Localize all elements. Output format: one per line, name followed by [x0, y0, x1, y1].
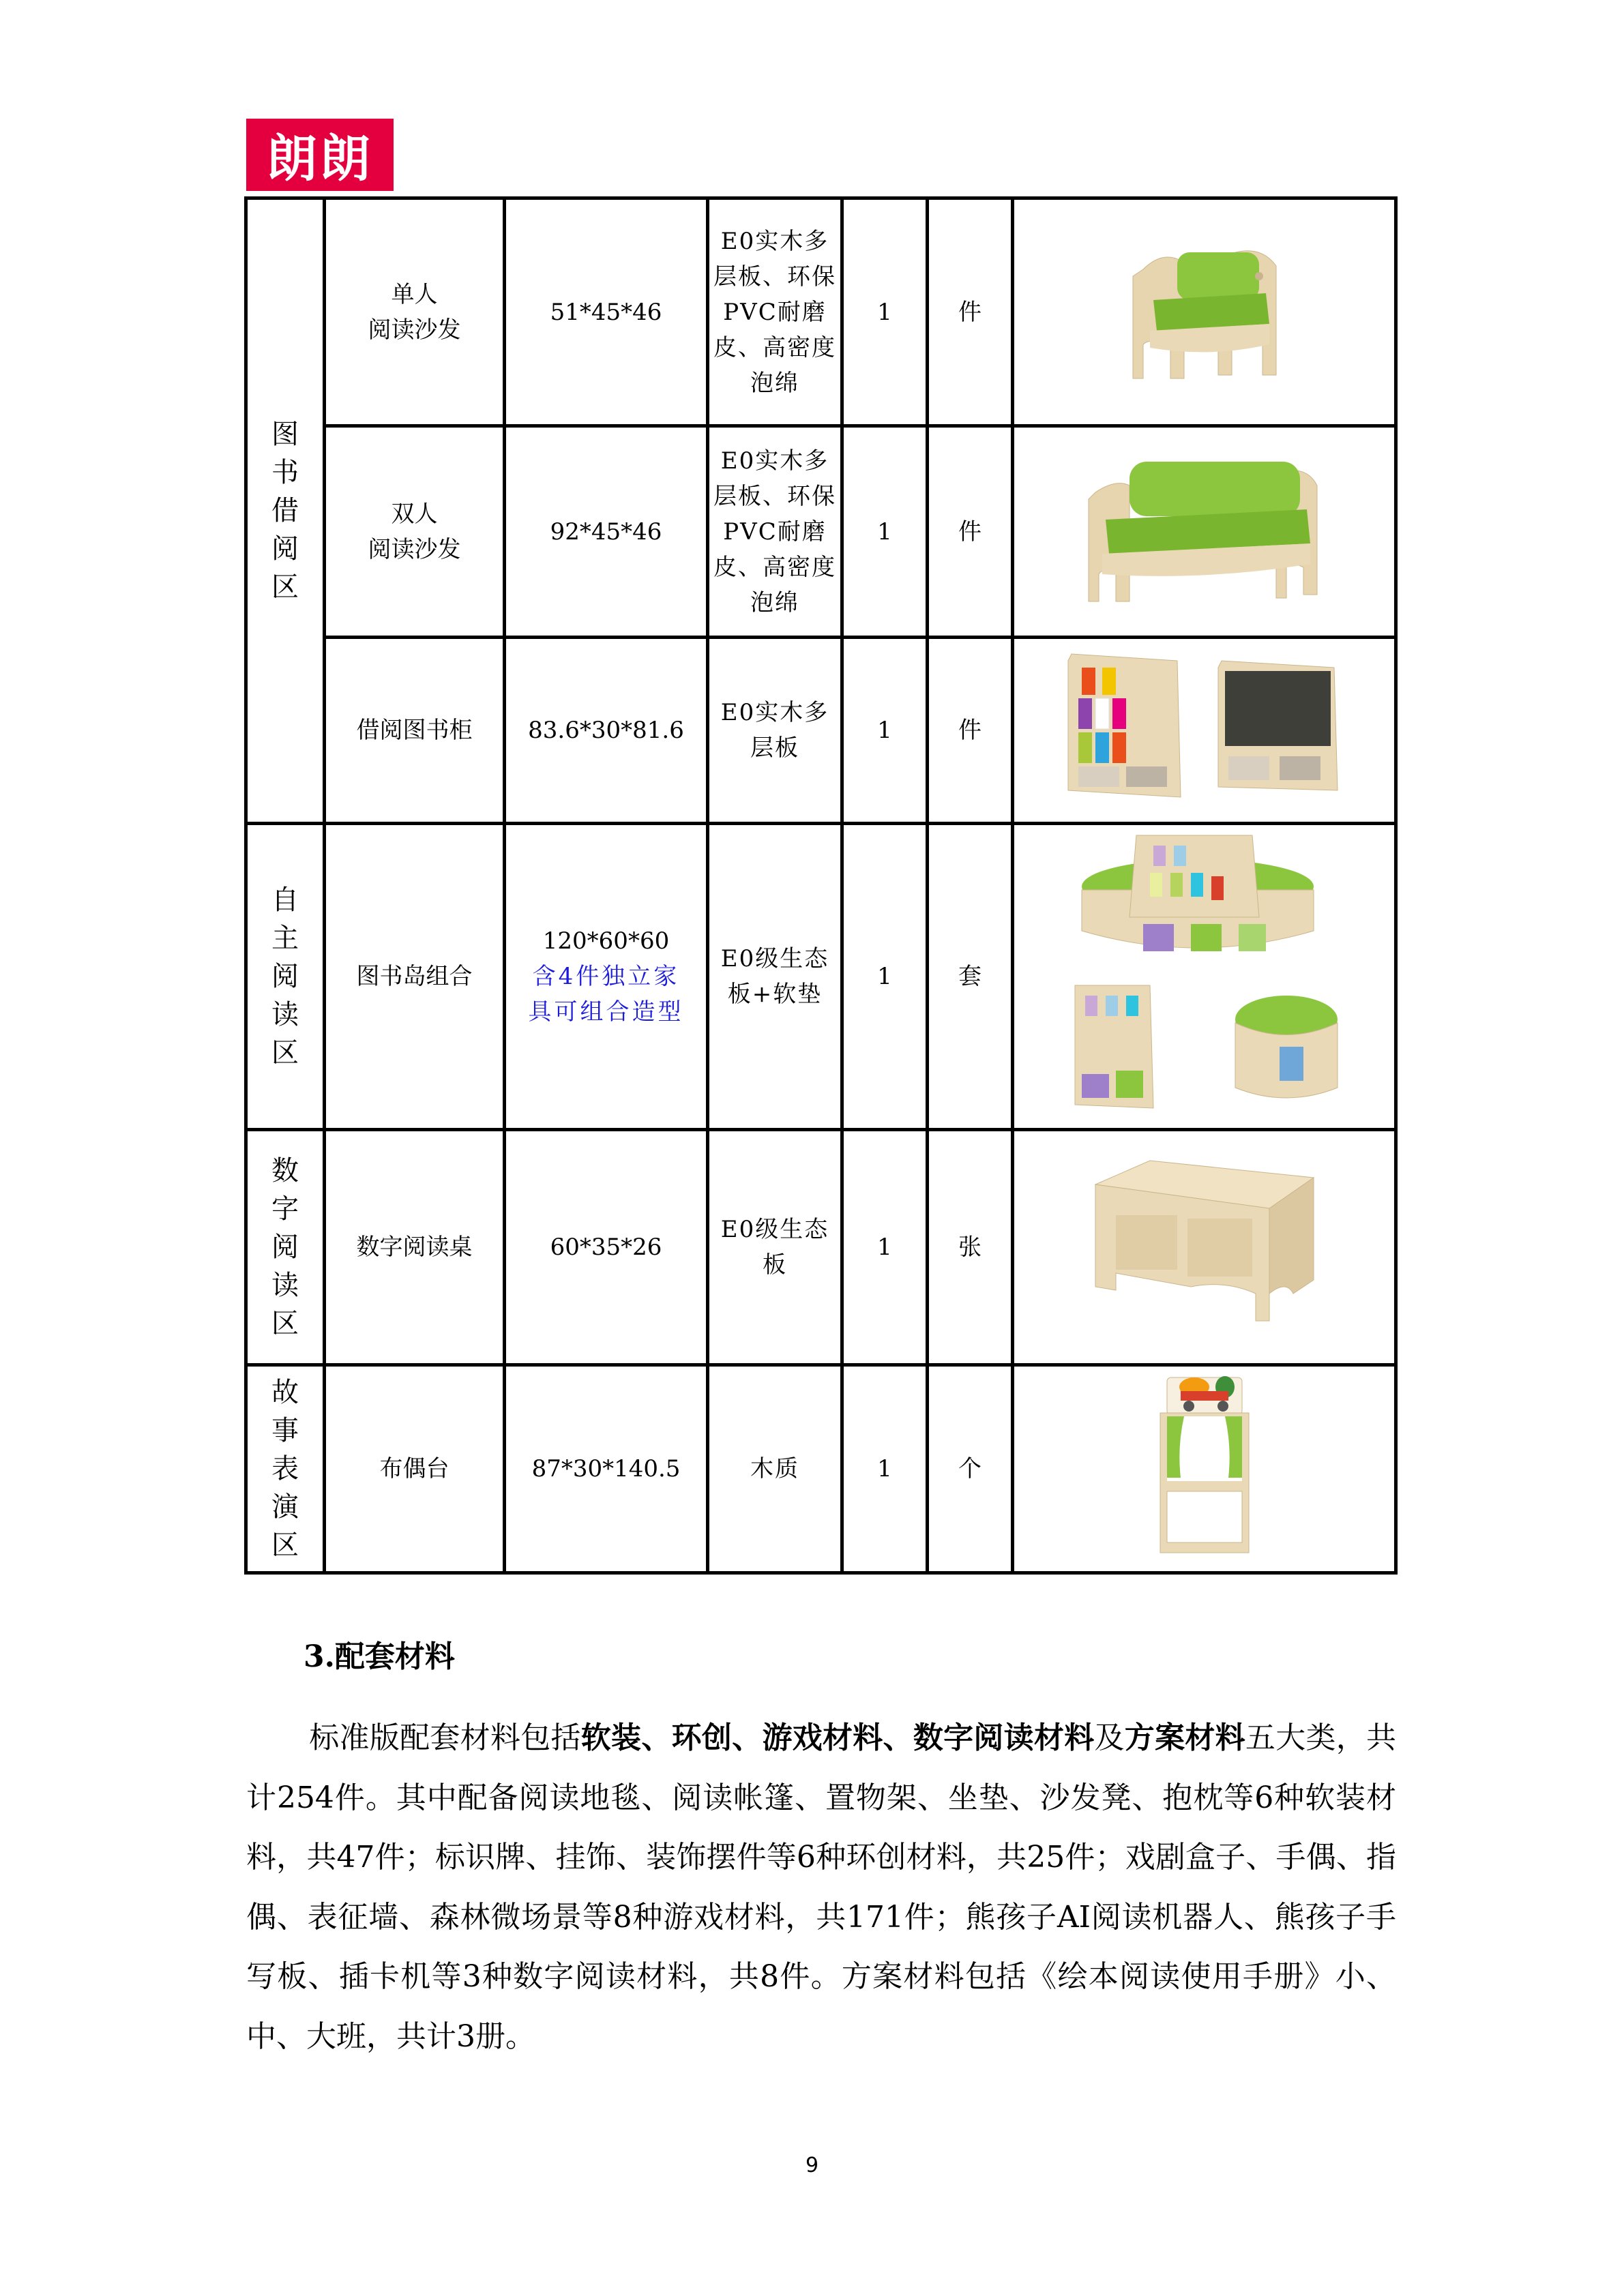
para-text-a: 标准版配套材料包括: [309, 1720, 581, 1755]
material-cell: [708, 1130, 842, 1365]
unit-cell: 张: [928, 1130, 1013, 1365]
para-text-d: 五大类，共计254件。其中配备阅读地毯、阅读帐篷、置物架、坐垫、沙发凳、抱枕等6种软装材料，共47件；标识牌、挂饰、装饰摆件等6种环创材料，共25件；戏剧盒子、手偶、指偶、表征墙、森林微场景等8种游戏材料，共171件；熊孩子AI阅读机器人、熊孩子手写板、插卡机等3种数字阅读材料，共8件。方案材料包括《绘本阅读使用手册》小、中、大班，共计3册。: [246, 1720, 1397, 2054]
single-sofa-icon: [1123, 228, 1286, 385]
group-label: 自主阅读区: [271, 884, 299, 1069]
section-heading: 3.配套材料: [304, 1639, 455, 1674]
unit-cell: 件: [928, 426, 1013, 638]
material-text: E0实木多层板、环保PVC耐磨皮、高密度泡绵: [713, 447, 836, 616]
table-row: [246, 1365, 1396, 1573]
brand-logo: 朗朗: [246, 119, 394, 191]
unit-cell: 套: [928, 824, 1013, 1130]
qty-cell: 1: [842, 638, 928, 824]
qty-cell: 1: [842, 824, 928, 1130]
group-cell: [246, 1130, 325, 1365]
unit-cell: 个: [928, 1365, 1013, 1573]
page-number: 9: [805, 2153, 819, 2177]
group-label: 故事表演区: [271, 1377, 299, 1561]
material-cell: [708, 198, 842, 426]
image-cell: [1013, 638, 1396, 824]
section-paragraph: [246, 1708, 1396, 2066]
material-cell: [708, 426, 842, 638]
image-cell: [1013, 426, 1396, 638]
size-note: 含4件独立家具可组合造型: [528, 963, 684, 1026]
material-text: E0实木多层板、环保PVC耐磨皮、高密度泡绵: [713, 227, 836, 397]
bookcase-icon: [1061, 647, 1348, 804]
item-name-line1: 双人: [391, 500, 438, 528]
size-cell: 60*35*26: [505, 1130, 708, 1365]
size-value: 120*60*60: [542, 927, 670, 955]
image-cell: [1013, 198, 1396, 426]
size-cell: 51*45*46: [505, 198, 708, 426]
qty-cell: 1: [842, 198, 928, 426]
material-cell: [708, 1365, 842, 1573]
group-cell: [246, 198, 325, 824]
puppet-stage-icon: [1153, 1372, 1256, 1556]
qty-cell: 1: [842, 426, 928, 638]
group-cell: [246, 824, 325, 1130]
size-cell: 87*30*140.5: [505, 1365, 708, 1573]
table-row: [246, 1130, 1396, 1365]
item-name-line2: 阅读沙发: [368, 535, 461, 563]
name-cell: [325, 426, 505, 638]
qty-cell: 1: [842, 1365, 928, 1573]
para-bold-plan: 方案材料: [1124, 1720, 1245, 1755]
unit-cell: 件: [928, 638, 1013, 824]
para-bold-categories: 软装、环创、游戏材料、数字阅读材料: [580, 1720, 1095, 1755]
table-row: [246, 824, 1396, 1130]
book-island-icon: [1054, 829, 1355, 1115]
material-cell: [708, 638, 842, 824]
name-cell: 数字阅读桌: [325, 1130, 505, 1365]
item-name-line1: 单人: [391, 280, 438, 308]
group-label: 图书借阅区: [271, 419, 299, 603]
material-text: E0实木多层板: [720, 699, 829, 762]
size-cell: 92*45*46: [505, 426, 708, 638]
name-cell: [325, 198, 505, 426]
double-sofa-icon: [1082, 445, 1327, 608]
size-cell: [505, 824, 708, 1130]
size-cell: 83.6*30*81.6: [505, 638, 708, 824]
name-cell: 图书岛组合: [325, 824, 505, 1130]
material-text: 木质: [750, 1455, 799, 1482]
reading-table-icon: [1089, 1157, 1320, 1328]
unit-cell: 件: [928, 198, 1013, 426]
name-cell: 布偶台: [325, 1365, 505, 1573]
group-label: 数字阅读区: [271, 1155, 299, 1339]
material-text: E0级生态板+软垫: [720, 945, 829, 1008]
group-cell: [246, 1365, 325, 1573]
table-row: [246, 638, 1396, 824]
image-cell: [1013, 1365, 1396, 1573]
name-cell: 借阅图书柜: [325, 638, 505, 824]
table-row: [246, 198, 1396, 426]
material-text: E0级生态板: [720, 1216, 829, 1279]
image-cell: [1013, 824, 1396, 1130]
item-name-line2: 阅读沙发: [368, 316, 461, 344]
table-row: [246, 426, 1396, 638]
material-cell: [708, 824, 842, 1130]
furniture-spec-table: [244, 196, 1398, 1575]
image-cell: [1013, 1130, 1396, 1365]
para-text-c: 及: [1094, 1720, 1125, 1755]
qty-cell: 1: [842, 1130, 928, 1365]
